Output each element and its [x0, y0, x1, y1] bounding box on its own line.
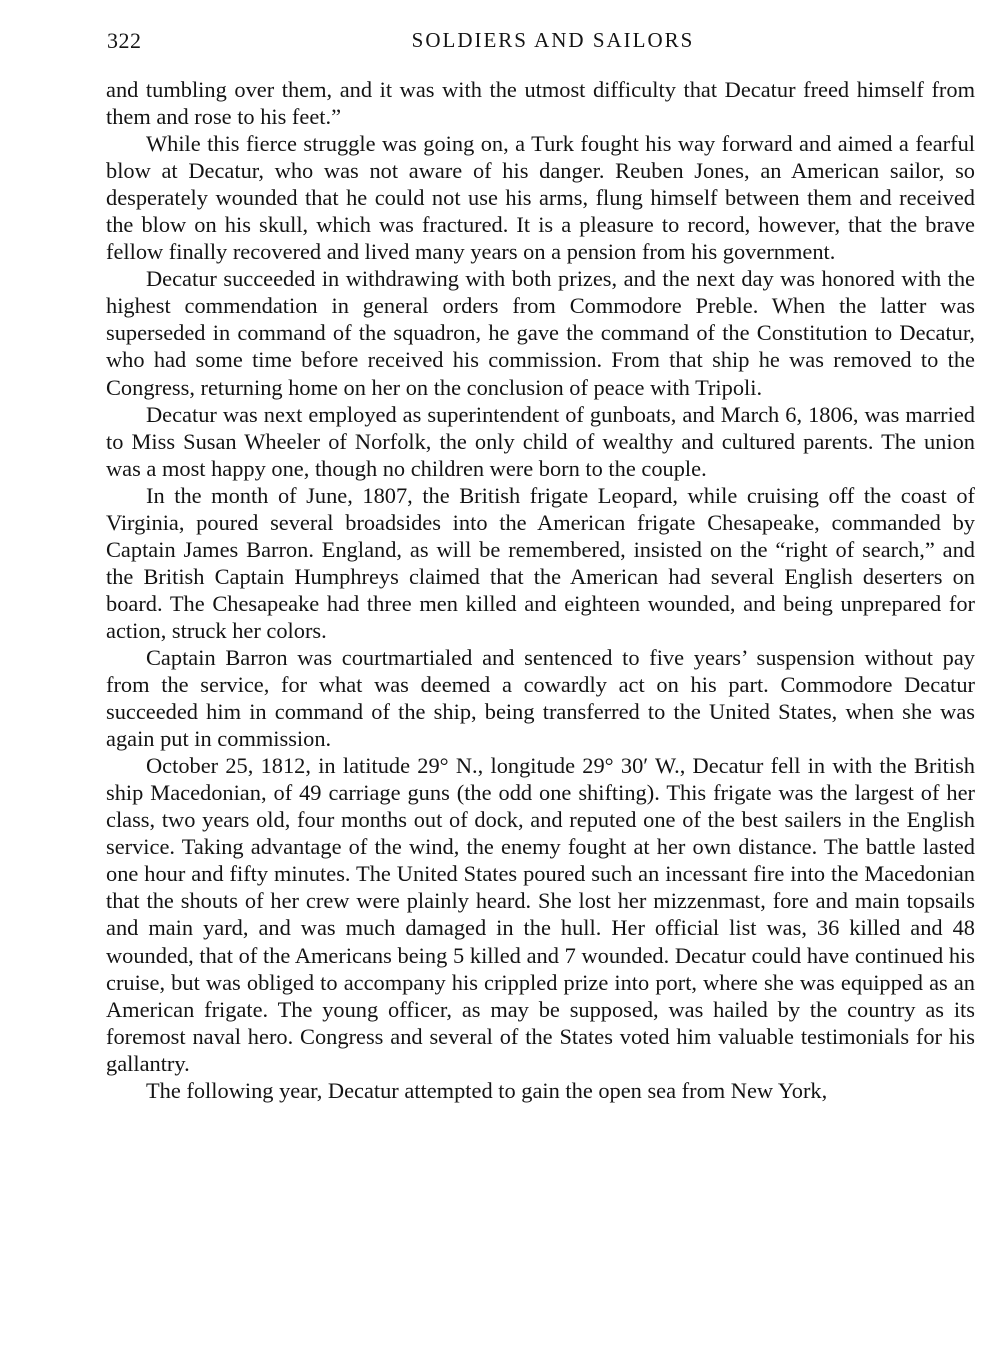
paragraph-barron-courtmartial: Captain Barron was courtmartialed and sentenced to five years’ suspension without pay from the service, for what was deemed a cowardly act on his part. Commodore Decatur succeeded him in command of the ship, being transferred to the United States, when she was again put in commission. — [106, 644, 975, 752]
paragraph-following-year: The following year, Decatur attempted to gain the open sea from New York, — [146, 1077, 828, 1103]
paragraph-marriage: Decatur was next employed as superintendent of gunboats, and March 6, 1806, was married to Miss Susan Wheeler of Norfolk, the only child of wealthy and cultured parents. The union was a most happy one, though no children were born to the couple. — [106, 401, 975, 481]
paragraph-macedonian: October 25, 1812, in latitude 29° N., longitude 29° 30′ W., Decatur fell in with the British ship Macedonian, of 49 carriage guns (the odd one shifting). This frigate was the largest of her class, two years old, four months out of dock, and reputed one of the best sailers in the English service. Taking advantage of the wind, the enemy fought at her own distance. The battle lasted one hour and fifty minutes. The United States poured such an incessant fire into the Macedonian that the shouts of her crew were plainly heard. She lost her mizzenmast, fore and main topsails and main yard, and was much damaged in the hull. Her official list was, 36 killed and 48 wounded, that of the Americans being 5 killed and 7 wounded. Decatur could have continued his cruise, but was obliged to accompany his crippled prize into port, where she was equipped as an American frigate. The young officer, as may be supposed, was hailed by the country as its foremost naval hero. Congress and several of the States voted him valuable testimonials for his gallantry. — [106, 753, 975, 1076]
body-text — [106, 76, 975, 1104]
paragraph-reuben-jones: While this fierce struggle was going on, a Turk fought his way forward and aimed a fearful blow at Decatur, who was not aware of his danger. Reuben Jones, an American sailor, so desperately wounded that he could not use his arms, flung himself between them and received the blow on his skull, which was fractured. It is a pleasure to record, however, that the brave fellow finally recovered and lived many years on a pension from his government. — [106, 131, 975, 265]
paragraph-continuation: and tumbling over them, and it was with the utmost difficulty that Decatur freed himself from them and rose to his feet.” — [106, 77, 975, 130]
paragraph-commendation: Decatur succeeded in withdrawing with both prizes, and the next day was honored with the highest commendation in general orders from Commodore Preble. When the latter was superseded in command of the squadron, he gave the command of the Constitution to Decatur, who had some time before received his commission. From that ship he was removed to the Congress, returning home on her on the conclusion of peace with Tripoli. — [106, 266, 975, 400]
paragraph-chesapeake: In the month of June, 1807, the British frigate Leopard, while cruising off the coast of Virginia, poured several broadsides into the American frigate Chesapeake, commanded by Captain James Barron. England, as will be remembered, insisted on the “right of search,” and the British Captain Humphreys claimed that the American had several English deserters on board. The Chesapeake had three men killed and eighteen wounded, and being unprepared for action, struck her colors. — [106, 482, 975, 643]
running-head — [107, 28, 975, 58]
running-title: SOLDIERS AND SAILORS — [411, 28, 695, 52]
page-number: 322 — [107, 28, 142, 53]
